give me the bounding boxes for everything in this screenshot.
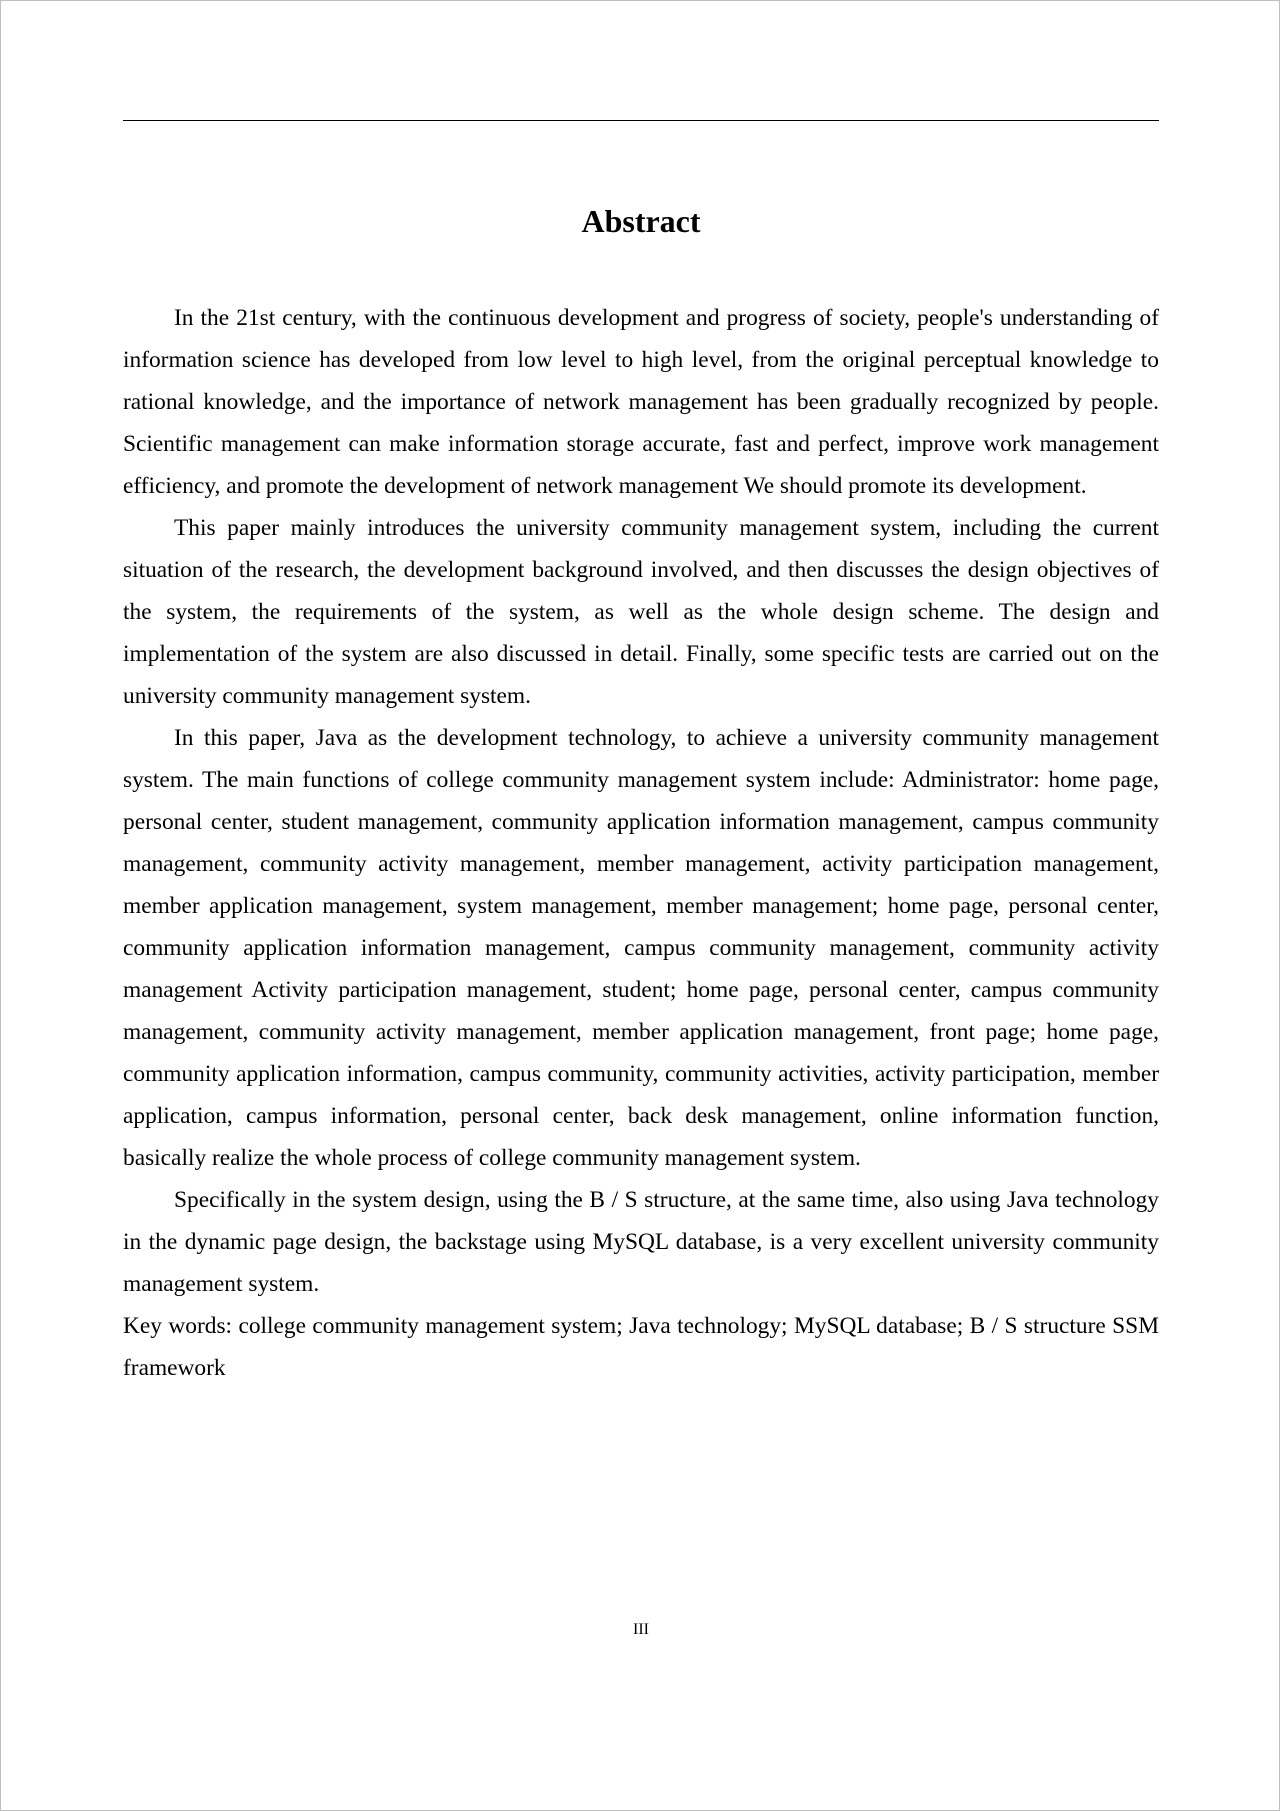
abstract-paragraph-3: In this paper, Java as the development technology, to achieve a university community management system. The main functions of college community management system include: Administrator: home page, personal center, student management, community application information management, campus community management, community activity management, member management, activity participation management, member application management, system management, member management; home page, personal center, community application information management, campus community management, community activity management Activity participation management, student; home page, personal center, campus community management, community activity management, member application management, front page; home page, community application information, campus community, community activities, activity participation, member application, campus information, personal center, back desk management, online information function, basically realize the whole process of college community management system.: [123, 725, 1159, 1171]
keywords-line: Key words: college community management system; Java technology; MySQL database; B / S structure SSM framework: [123, 1313, 1159, 1381]
abstract-paragraph-4: Specifically in the system design, using the B / S structure, at the same time, also using Java technology in the dynamic page design, the backstage using MySQL database, is a very excellent university community management system.: [123, 1187, 1159, 1297]
abstract-title: Abstract: [581, 203, 701, 239]
abstract-paragraph-1: In the 21st century, with the continuous development and progress of society, people's understanding of information science has developed from low level to high level, from the original perceptual knowledge to rational knowledge, and the importance of network management has been gradually recognized by people. Scientific management can make information storage accurate, fast and perfect, improve work management efficiency, and promote the development of network management We should promote its development.: [123, 305, 1159, 499]
abstract-body: [123, 297, 1159, 1389]
page-number: III: [633, 1621, 649, 1638]
abstract-paragraph-2: This paper mainly introduces the university community management system, including the current situation of the research, the development background involved, and then discusses the design objectives of the system, the requirements of the system, as well as the whole design scheme. The design and implementation of the system are also discussed in detail. Finally, some specific tests are carried out on the university community management system.: [123, 515, 1159, 709]
header-rule: [123, 120, 1159, 121]
